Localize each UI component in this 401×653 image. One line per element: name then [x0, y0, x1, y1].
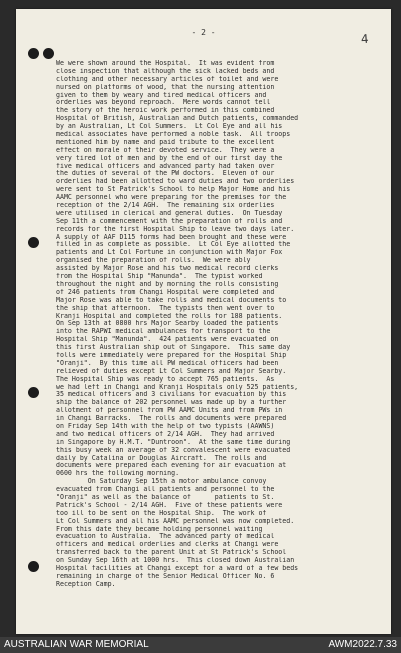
text-line: documents were prepared each evening for air evacuation at	[56, 462, 287, 470]
text-line: the duties of several of the PW doctors. Eleven of our	[56, 170, 275, 178]
text-line: the ship that afternoon. The typists then went over to	[56, 304, 275, 312]
text-line: mentioned him by name and paid tribute to the excellent	[56, 138, 275, 146]
text-line: remaining in charge of the Senior Medical Officer No. 6	[56, 572, 275, 580]
text-line: assisted by Major Rose and his two medical record clerks	[56, 265, 279, 273]
text-line: Reception Camp.	[56, 580, 116, 588]
text-line: The Hospital Ship was ready to accept 765 patients. As	[56, 375, 275, 383]
text-line: Kranji Hospital and completed the rolls for 188 patients.	[56, 312, 283, 320]
text-line: medical associates have performed a noble task. All troops	[56, 131, 291, 139]
footer-bar	[0, 637, 401, 653]
text-line: and two medical officers of 2/14 AGH. They had arrived	[56, 430, 275, 438]
text-line: into the RAPWI medical ambulances for transport to the	[56, 328, 271, 336]
text-line: relieved of duties except Lt Col Summers and Major Searby.	[56, 367, 287, 375]
text-line: Lt Col Summers and all his AAMC personnel was now completed.	[56, 517, 295, 525]
text-line: nursed on platforms of wood, that the nursing attention	[56, 83, 275, 91]
text-line: orderlies was beyond reproach. Mere words cannot tell	[56, 99, 271, 107]
text-line: were sent to St Patrick's School to help Major Home and his	[56, 186, 291, 194]
text-line: daily by Catalina or Douglas Aircraft. The rolls and	[56, 454, 267, 462]
punch-hole	[28, 387, 39, 398]
text-line: Sep 11th a commencement with the preparation of rolls and	[56, 217, 283, 225]
text-line: "Oranji" as well as the balance of patients to St.	[56, 493, 275, 501]
text-line: orderlies had been allotted to ward duties and two orderlies	[56, 178, 295, 186]
text-line: transferred back to the parent Unit at St Patrick's School	[56, 549, 287, 557]
text-line: in Singapore by H.M.T. "Duntroon". At the same time during	[56, 438, 291, 446]
punch-hole	[28, 237, 39, 248]
text-line: five medical officers and advanced party had taken over	[56, 162, 275, 170]
footer-credit: AUSTRALIAN WAR MEMORIAL	[4, 639, 149, 650]
text-line: effect on morale of their devoted service. They were a	[56, 146, 275, 154]
body-text	[56, 60, 381, 589]
text-line: this first Australian ship out of Singapore. This same day	[56, 344, 291, 352]
page-number: - 2 -	[191, 28, 216, 37]
text-line: We were shown around the Hospital. It was evident from	[56, 60, 275, 67]
punch-hole	[43, 48, 54, 59]
text-line: this busy week an average of 32 convalescent were evacuated	[56, 446, 291, 454]
text-line: from the Hospital Ship "Manunda". The typist worked	[56, 273, 263, 281]
text-line: allotment of personnel from PW AAMC Units and from PWs in	[56, 407, 283, 415]
text-line: reception of the 2/14 AGH. The remaining six orderlies	[56, 202, 275, 210]
text-line: 35 medical officers and 3 civilians for evacuation by this	[56, 391, 287, 399]
text-line: filled in as complete as possible. Lt Col Eye allotted the	[56, 241, 291, 249]
text-line: records for the first Hospital Ship to leave two days later.	[56, 225, 295, 233]
text-line: patients and Lt Col Fortune in conjunction with Major Fox	[56, 249, 283, 257]
text-line: on Sunday Sep 16th at 1000 hrs. This closed down Australian	[56, 557, 295, 565]
text-line: Major Rose was able to take rolls and medical documents to	[56, 296, 287, 304]
text-line: A supply of AAF D115 forms had been brought and these were	[56, 233, 287, 241]
text-line: were utilised in clerical and general duties. On Tuesday	[56, 209, 283, 217]
text-line: On Saturday Sep 15th a motor ambulance convoy	[56, 478, 267, 486]
text-line: AAMC personnel who were preparing for the premises for the	[56, 194, 287, 202]
text-line: evacuation to Australia. The advanced party of medical	[56, 533, 275, 541]
text-line: officers and medical orderlies and clerks at Changi were	[56, 541, 279, 549]
punch-hole	[28, 48, 39, 59]
text-line: we had left in Changi and Kranji Hospitals only 525 patients,	[56, 383, 299, 391]
punch-hole	[28, 561, 39, 572]
text-line: of 246 patients from Changi Hospital were completed and	[56, 288, 275, 296]
text-line: given to them by weary and tired medical officers and	[56, 91, 267, 99]
text-line: organised the preparation of rolls. We were ably	[56, 257, 251, 265]
text-line: clothing and other necessary articles of toilet and were	[56, 75, 279, 83]
text-line: the story of the heroic work performed in this combined	[56, 107, 275, 115]
text-line: "Oranji". By this time all PW medical officers had been	[56, 359, 279, 367]
text-line: very tired lot of men and by the end of our first day the	[56, 154, 283, 162]
text-line: Patrick's School - 2/14 AGH. Five of these patients were	[56, 501, 283, 509]
text-line: ship the balance of 202 personnel was made up by a further	[56, 399, 287, 407]
text-line: Hospital Ship "Manunda". 424 patients were evacuated on	[56, 336, 279, 344]
text-line: too ill to be sent on the Hospital Ship. The work of	[56, 509, 267, 517]
text-line: by an Australian, Lt Col Summers. Lt Col Eye and all his	[56, 123, 283, 131]
document-page	[16, 9, 391, 634]
text-line: evacuated from Changi all patients and personnel to the	[56, 486, 275, 494]
text-line: in Changi Barracks. The rolls and documents were prepared	[56, 415, 287, 423]
footer-reference: AWM2022.7.33	[328, 639, 397, 650]
text-line: on Friday Sep 14th with the help of two typists (AAWNS)	[56, 422, 275, 430]
text-line: folls were immediately were prepared for the Hospital Ship	[56, 351, 287, 359]
text-line: On Sep 13th at 0800 hrs Major Searby loaded the patients	[56, 320, 279, 328]
folio-mark: 4	[360, 31, 370, 47]
text-line: 0600 hrs the following morning.	[56, 470, 180, 478]
text-line: Hospital facilities at Changi except for a ward of a few beds	[56, 565, 299, 572]
text-line: throughout the night and by morning the rolls consisting	[56, 280, 279, 288]
text-line: Hospital of British, Australian and Dutch patients, commanded	[56, 115, 299, 123]
text-line: close inspection that although the sick lacked beds and	[56, 67, 275, 75]
text-line: From this date they became holding personnel waiting	[56, 525, 263, 533]
